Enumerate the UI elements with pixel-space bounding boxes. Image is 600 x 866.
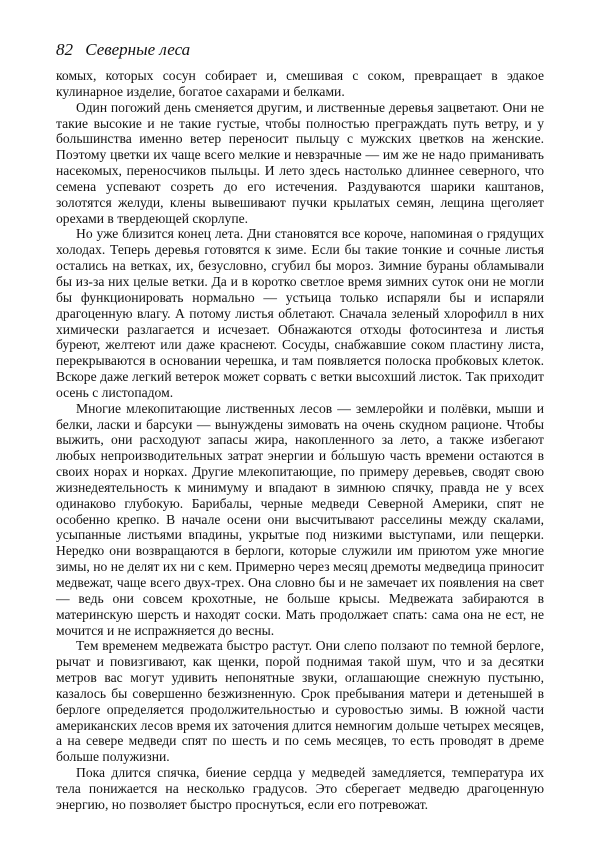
chapter-title: Северные леса <box>85 40 191 59</box>
paragraph-3: Но уже близится конец лета. Дни становятся все короче, напоминая о грядущих холодах. Теперь деревья готовятся к зиме. Если бы такие тонкие и сочные листья остались на ветках, их, безусловно, сгубил бы мороз. Зимние бураны обламывали бы из-за них целые ветки. Да и в коротко светлое время зимних суток они не могли бы функционировать нормально — устьица только испаряли бы и испаряли драгоценную влагу. А потому листья облетают. Сначала зеленый хлорофилл в них химически разлагается и исчезает. Обнажаются отходы фотосинтеза и листья буреют, желтеют или даже краснеют. Сосуды, снабжавшие соком пластину листа, перекрываются в основании черешка, и там появляется полоска пробковых клеток. Вскоре даже легкий ветерок может сорвать с ветки высохший листок. Так приходит осень с листопадом. <box>56 226 544 400</box>
running-head <box>56 40 544 60</box>
paragraph-1: комых, которых сосун собирает и, смешивая с соком, превращает в эдакое кулинарное изделие, богатое сахарами и белками. <box>56 68 544 99</box>
paragraph-4: Многие млекопитающие лиственных лесов — землеройки и полёвки, мыши и белки, ласки и барсуки — вынуждены зимовать на очень скудном рационе. Чтобы выжить, они расходуют запасы жира, накопленного за лето, а также избегают любых непроизводительных затрат энергии и бо́льшую часть времени остаются в своих норах и норках. Другие млекопитающие, по примеру деревьев, сводят свою жизнедеятельность к минимуму и впадают в зимнюю спячку, правда не у всех одинаково глубокую. Барибалы, черные медведи Северной Америки, спят не особенно крепко. В начале осени они высчитывают расселины между скалами, усыпанные листьями впадины, укрытые под низкими выступами, или пещерки. Нередко они возвращаются в берлоги, которые служили им приютом уже многие зимы, но не делят их ни с кем. Примерно через месяц дремоты медведица приносит медвежат, чаще всего двух-трех. Она словно бы и не замечает их появления на свет — ведь они совсем крохотные, не больше крысы. Медвежата забираются в материнскую шерсть и находят соски. Мать продолжает спать: сама она не ест, не мочится и не испражняется до весны. <box>56 400 544 638</box>
book-page <box>56 40 544 813</box>
paragraph-5: Тем временем медвежата быстро растут. Они слепо ползают по темной берлоге, рычат и повизгивают, как щенки, порой поднимая такой шум, что и за десятки метров вас могут удивить непонятные звуки, оглашающие снежную пустыню, казалось бы совершенно безжизненную. Срок пребывания матери и детенышей в берлоге определяется продолжительностью и суровостью зимы. В южной части американских лесов время их заточения длится немногим дольше четырех месяцев, а на севере медведи спят по шесть и по семь месяцев, то есть проводят в дреме больше полужизни. <box>56 638 544 765</box>
paragraph-6: Пока длится спячка, биение сердца у медведей замедляется, температура их тела понижается на несколько градусов. Это сберегает медведю драгоценную энергию, но позволяет быстро проснуться, если его потревожат. <box>56 765 544 812</box>
page-number: 82 <box>56 40 73 59</box>
paragraph-2: Один погожий день сменяется другим, и лиственные деревья зацветают. Они не такие высокие и не такие густые, чтобы полностью преграждать путь ветру, и у большинства именно ветер переносит пыльцу с мужских цветков на женские. Поэтому цветки их чаще всего мелкие и невзрачные — им же не надо приманивать насекомых, переносчиков пыльцы. И лето здесь настолько длиннее северного, что семена успевают созреть до его истечения. Раздуваются шарики каштанов, золотятся желуди, клены вывешивают пучки крылатых семян, лещина щеголяет орехами в твердеющей скорлупе. <box>56 99 544 226</box>
